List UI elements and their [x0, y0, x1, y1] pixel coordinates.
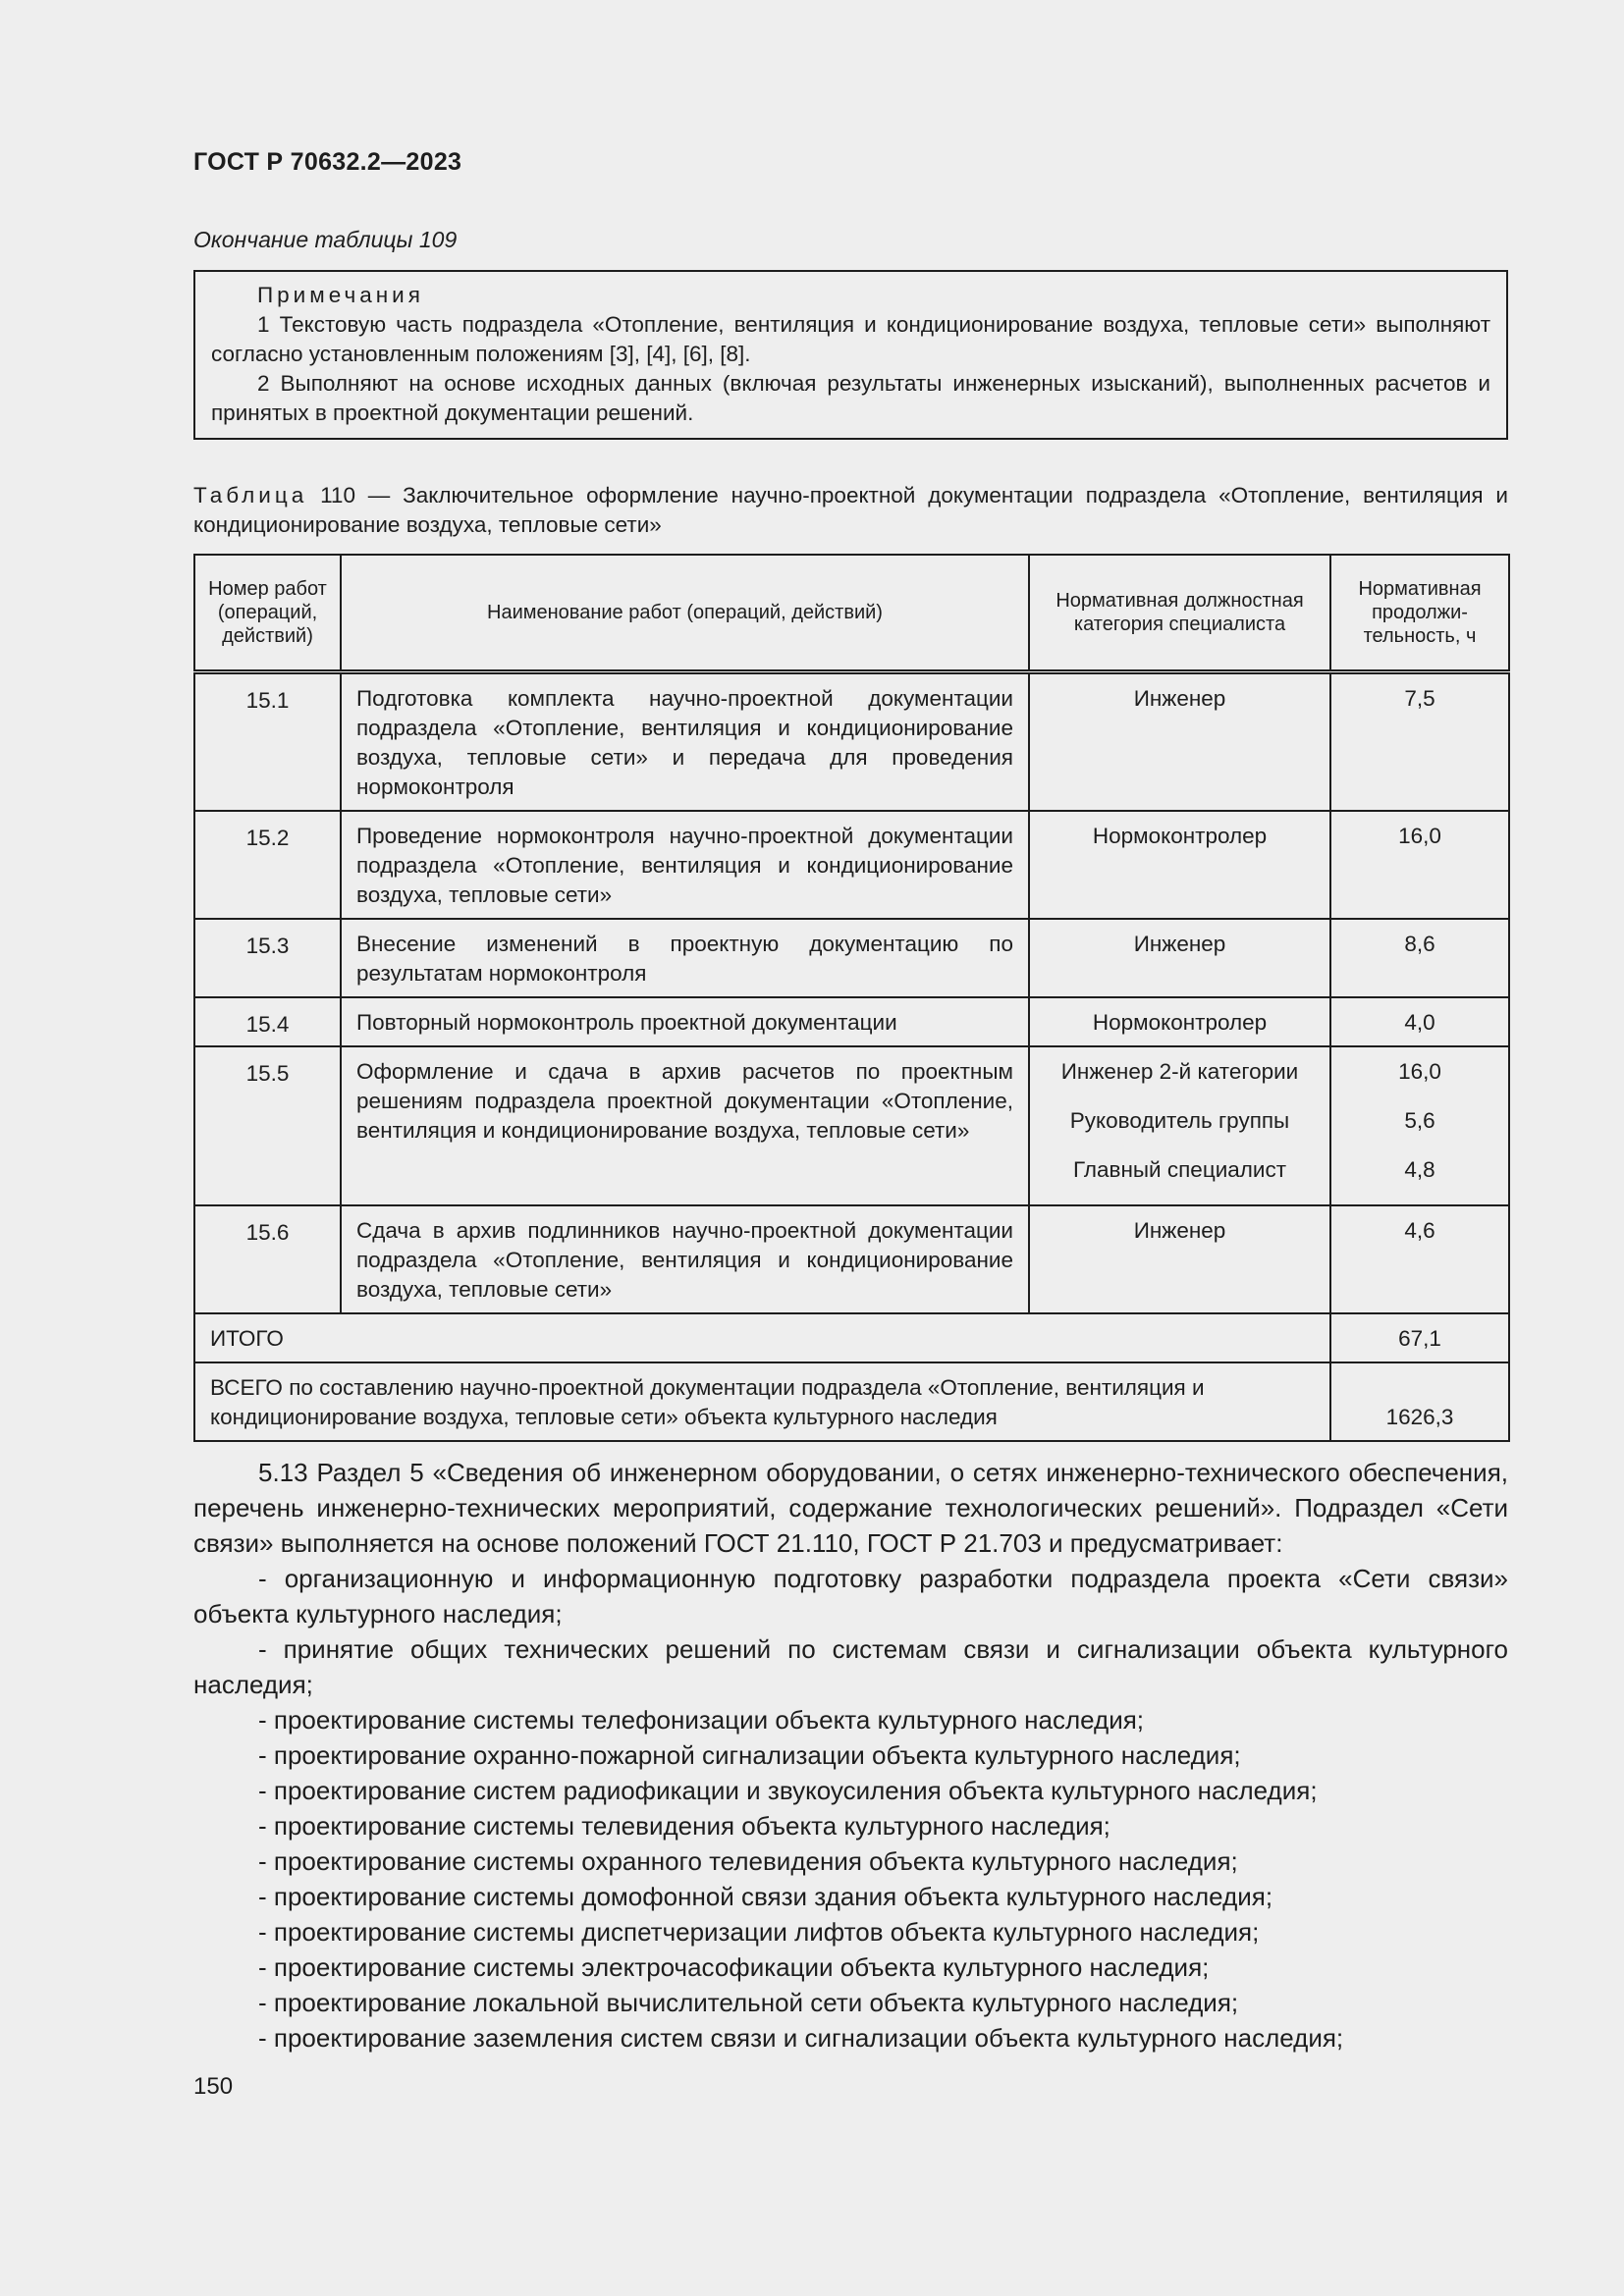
header-name: Наименование работ (операций, действий) — [341, 555, 1029, 672]
table-row — [194, 672, 1509, 812]
work-table — [193, 554, 1510, 1442]
row-num: 15.6 — [194, 1205, 341, 1313]
section-paragraph: 5.13 Раздел 5 «Сведения об инженерном оборудовании, о сетях инженерно-технического обеспечения, перечень инженерно-технических мероприятий, содержание технологических решений». Подраздел «Сети связи» выполняется на основе положений ГОСТ 21.110, ГОСТ Р 21.703 и предусматривает: — [193, 1458, 1508, 1558]
table-header-row — [194, 555, 1509, 672]
table-row — [194, 997, 1509, 1046]
total-value: 67,1 — [1330, 1313, 1509, 1362]
row-num: 15.2 — [194, 811, 341, 919]
row-category: Инженер — [1029, 919, 1330, 997]
row-hours: 4,6 — [1330, 1205, 1509, 1313]
row-hours: 4,0 — [1330, 997, 1509, 1046]
row-name: Подготовка комплекта научно-проектной документации подраздела «Отопление, вентиляция и кондиционирование воздуха, тепловые сети» и передача для проведения нормоконтроля — [341, 672, 1029, 812]
grand-total-label: ВСЕГО по составлению научно-проектной документации подраздела «Отопление, вентиляция и кондиционирование воздуха, тепловые сети» объекта культурного наследия — [194, 1362, 1330, 1441]
notes-box — [193, 270, 1508, 440]
grand-total-value: 1626,3 — [1330, 1362, 1509, 1441]
table-row — [194, 1046, 1509, 1205]
row-num: 15.1 — [194, 672, 341, 812]
row-category: Инженер — [1029, 1205, 1330, 1313]
page-number: 150 — [193, 2073, 234, 2100]
row-hours: 7,5 — [1330, 672, 1509, 812]
grand-total-row — [194, 1362, 1509, 1441]
row-hours: 16,0 — [1330, 811, 1509, 919]
document-code: ГОСТ Р 70632.2—2023 — [193, 148, 462, 176]
section-text — [193, 1455, 1508, 2056]
row-hours-list — [1330, 1046, 1509, 1205]
row-category-list — [1029, 1046, 1330, 1205]
list-item: - проектирование систем радиофикации и звукоусиления объекта культурного наследия; — [258, 1776, 1318, 1805]
row-num: 15.4 — [194, 997, 341, 1046]
row-hours: 8,6 — [1330, 919, 1509, 997]
table-row — [194, 919, 1509, 997]
table-caption — [193, 481, 1508, 540]
header-category: Нормативная должностная категория специалиста — [1029, 555, 1330, 672]
row-num: 15.5 — [194, 1046, 341, 1205]
list-item: - проектирование системы телевидения объекта культурного наследия; — [258, 1811, 1110, 1841]
table-caption-label: Таблица — [193, 483, 308, 507]
row-category: Нормоконтролер — [1029, 811, 1330, 919]
row-category: Главный специалист — [1072, 1157, 1287, 1182]
list-item: - проектирование системы домофонной связи здания объекта культурного наследия; — [258, 1882, 1273, 1911]
row-name: Проведение нормоконтроля научно-проектной документации подраздела «Отопление, вентиляция и кондиционирование воздуха, тепловые сети» — [341, 811, 1029, 919]
row-category: Нормоконтролер — [1029, 997, 1330, 1046]
row-name: Повторный нормоконтроль проектной документации — [341, 997, 1029, 1046]
row-category: Инженер 2-й категории — [1060, 1059, 1299, 1084]
row-name: Оформление и сдача в архив расчетов по проектным решениям подраздела проектной документации «Отопление, вентиляция и кондиционирование воздуха, тепловые сети» — [341, 1046, 1029, 1205]
list-item: - проектирование заземления систем связи и сигнализации объекта культурного наследия; — [258, 2023, 1344, 2053]
row-hours: 16,0 — [1398, 1059, 1441, 1084]
header-num: Номер работ (операций, действий) — [194, 555, 341, 672]
total-row — [194, 1313, 1509, 1362]
table-caption-text: 110 — Заключительное оформление научно-проектной документации подраздела «Отопление, вентиляция и кондиционирование воздуха, тепловые сети» — [193, 483, 1508, 537]
note-item: 2 Выполняют на основе исходных данных (включая результаты инженерных изысканий), выполненных расчетов и принятых в проектной документации решений. — [211, 371, 1490, 425]
table-row — [194, 811, 1509, 919]
list-item: - проектирование локальной вычислительной сети объекта культурного наследия; — [258, 1988, 1239, 2017]
row-hours: 4,8 — [1404, 1157, 1435, 1182]
table-continuation-label: Окончание таблицы 109 — [193, 227, 458, 252]
row-name: Внесение изменений в проектную документацию по результатам нормоконтроля — [341, 919, 1029, 997]
header-duration: Нормативная продолжи-тельность, ч — [1330, 555, 1509, 672]
row-name: Сдача в архив подлинников научно-проектной документации подраздела «Отопление, вентиляция и кондиционирование воздуха, тепловые сети» — [341, 1205, 1029, 1313]
list-item: - принятие общих технических решений по системам связи и сигнализации объекта культурного наследия; — [193, 1634, 1508, 1699]
row-category: Инженер — [1029, 672, 1330, 812]
total-label: ИТОГО — [194, 1313, 1330, 1362]
list-item: - проектирование системы охранного телевидения объекта культурного наследия; — [258, 1846, 1238, 1876]
list-item: - организационную и информационную подготовку разработки подраздела проекта «Сети связи» объекта культурного наследия; — [193, 1564, 1508, 1629]
note-item: 1 Текстовую часть подраздела «Отопление, вентиляция и кондиционирование воздуха, тепловые сети» выполняют согласно установленным положениям [3], [4], [6], [8]. — [211, 312, 1490, 366]
list-item: - проектирование системы диспетчеризации лифтов объекта культурного наследия; — [258, 1917, 1260, 1947]
row-hours: 5,6 — [1404, 1108, 1435, 1133]
row-category: Руководитель группы — [1069, 1108, 1290, 1133]
list-item: - проектирование системы электрочасофикации объекта культурного наследия; — [258, 1952, 1210, 1982]
notes-title: Примечания — [257, 283, 424, 307]
table-row — [194, 1205, 1509, 1313]
list-item: - проектирование системы телефонизации объекта культурного наследия; — [258, 1705, 1145, 1735]
row-num: 15.3 — [194, 919, 341, 997]
list-item: - проектирование охранно-пожарной сигнализации объекта культурного наследия; — [258, 1740, 1241, 1770]
